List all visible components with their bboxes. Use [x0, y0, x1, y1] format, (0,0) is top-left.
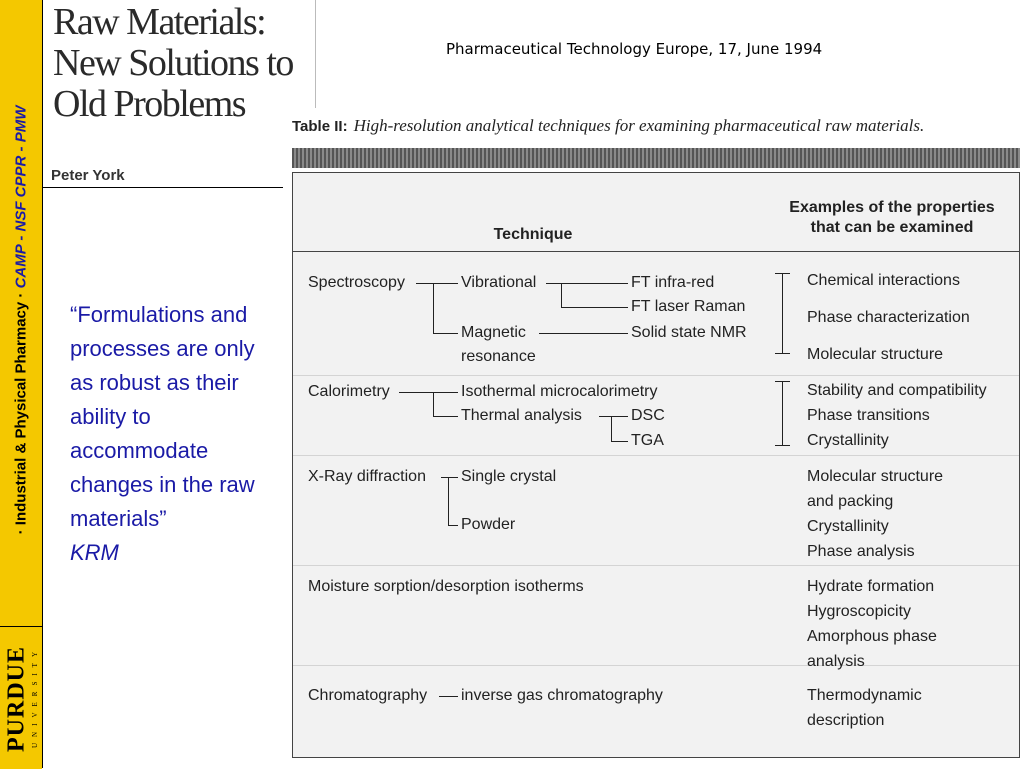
bracket-line — [775, 445, 790, 446]
bracket-line — [782, 381, 783, 445]
connector-line — [441, 477, 458, 478]
sidebar-caption — [13, 20, 30, 620]
table-label: Table II: — [292, 118, 348, 135]
connector-line — [599, 416, 628, 417]
technique-powder: Powder — [461, 516, 516, 533]
technique-tga: TGA — [631, 432, 664, 449]
header-divider — [293, 251, 1019, 252]
bracket-line — [775, 273, 790, 274]
connector-line — [539, 333, 628, 334]
source-citation: Pharmaceutical Technology Europe, 17, June 1994 — [446, 40, 823, 58]
technique-solid-state-nmr: Solid state NMR — [631, 324, 747, 341]
article-title: Raw Materials: New Solutions to Old Problems — [53, 1, 293, 125]
connector-line — [433, 416, 458, 417]
row-divider — [293, 665, 1019, 666]
connector-line — [561, 307, 628, 308]
row-divider — [293, 565, 1019, 566]
header-properties: Examples of the properties that can be examined — [789, 199, 995, 236]
technique-ft-infrared: FT infra-red — [631, 274, 715, 291]
technique-magnetic: Magnetic — [461, 324, 526, 341]
property-text: Amorphous phase — [807, 628, 937, 645]
connector-line — [433, 283, 434, 333]
row-divider — [293, 455, 1019, 456]
technique-xray-diffraction: X-Ray diffraction — [308, 468, 426, 485]
property-text: Phase analysis — [807, 543, 915, 560]
technique-ft-raman: FT laser Raman — [631, 298, 746, 315]
property-text: Crystallinity — [807, 518, 889, 535]
connector-line — [546, 283, 628, 284]
technique-dsc: DSC — [631, 407, 665, 424]
bracket-line — [775, 353, 790, 354]
connector-line — [399, 392, 458, 393]
connector-line — [439, 696, 458, 697]
table-clipping — [288, 108, 1024, 768]
quote-attribution: KRM — [70, 540, 119, 565]
connector-line — [433, 333, 458, 334]
table-caption-text: High-resolution analytical techniques for examining pharmaceutical raw materials. — [353, 116, 925, 135]
purdue-logo-word: PURDUE — [3, 646, 30, 752]
article-title-clipping — [43, 0, 316, 188]
connector-line — [416, 283, 458, 284]
technique-resonance: resonance — [461, 348, 536, 365]
purdue-logo-subtitle: UNIVERSITY — [31, 646, 39, 748]
technique-single-crystal: Single crystal — [461, 468, 557, 485]
connector-line — [611, 416, 612, 441]
property-text: analysis — [807, 653, 865, 670]
quote-text: “Formulations and processes are only as robust as their ability to accommodate changes in the raw materials” — [70, 302, 255, 531]
property-text: and packing — [807, 493, 894, 510]
property-text: Chemical interactions — [807, 272, 960, 289]
techniques-table — [292, 172, 1020, 758]
property-text: Phase characterization — [807, 309, 970, 326]
technique-spectroscopy: Spectroscopy — [308, 274, 405, 291]
bracket-line — [782, 273, 783, 353]
property-text: Phase transitions — [807, 407, 930, 424]
connector-line — [448, 477, 449, 525]
purdue-logo — [0, 626, 42, 769]
header-technique: Technique — [493, 226, 573, 243]
technique-chromatography: Chromatography — [308, 687, 428, 704]
property-text: Hydrate formation — [807, 578, 935, 595]
table-caption — [292, 116, 1024, 136]
sidebar-text-accent: CAMP - NSF CPPR - PMW — [12, 105, 30, 289]
property-text: Thermodynamic — [807, 687, 922, 704]
property-text: Crystallinity — [807, 432, 889, 449]
technique-vibrational: Vibrational — [461, 274, 537, 291]
row-divider — [293, 375, 1019, 376]
connector-line — [448, 525, 458, 526]
connector-line — [561, 283, 562, 307]
property-text: Molecular structure — [807, 346, 944, 363]
property-text: description — [807, 712, 885, 729]
sidebar — [0, 0, 43, 768]
bracket-line — [775, 381, 790, 382]
technique-calorimetry: Calorimetry — [308, 383, 390, 400]
technique-isothermal-microcalorimetry: Isothermal microcalorimetry — [461, 383, 658, 400]
property-text: Molecular structure — [807, 468, 944, 485]
article-author: Peter York — [51, 167, 125, 184]
technique-inverse-gas-chromatography: inverse gas chromatography — [461, 687, 663, 704]
sidebar-text-main: · Industrial & Physical Pharmacy · — [12, 292, 30, 535]
connector-line — [433, 392, 434, 416]
technique-moisture-sorption: Moisture sorption/desorption isotherms — [308, 578, 584, 595]
title-divider — [43, 187, 283, 188]
property-text: Stability and compatibility — [807, 382, 987, 399]
connector-line — [611, 441, 628, 442]
table-shade-bar — [292, 148, 1020, 168]
property-text: Hygroscopicity — [807, 603, 912, 620]
quote — [70, 298, 270, 570]
technique-thermal-analysis: Thermal analysis — [461, 407, 582, 424]
